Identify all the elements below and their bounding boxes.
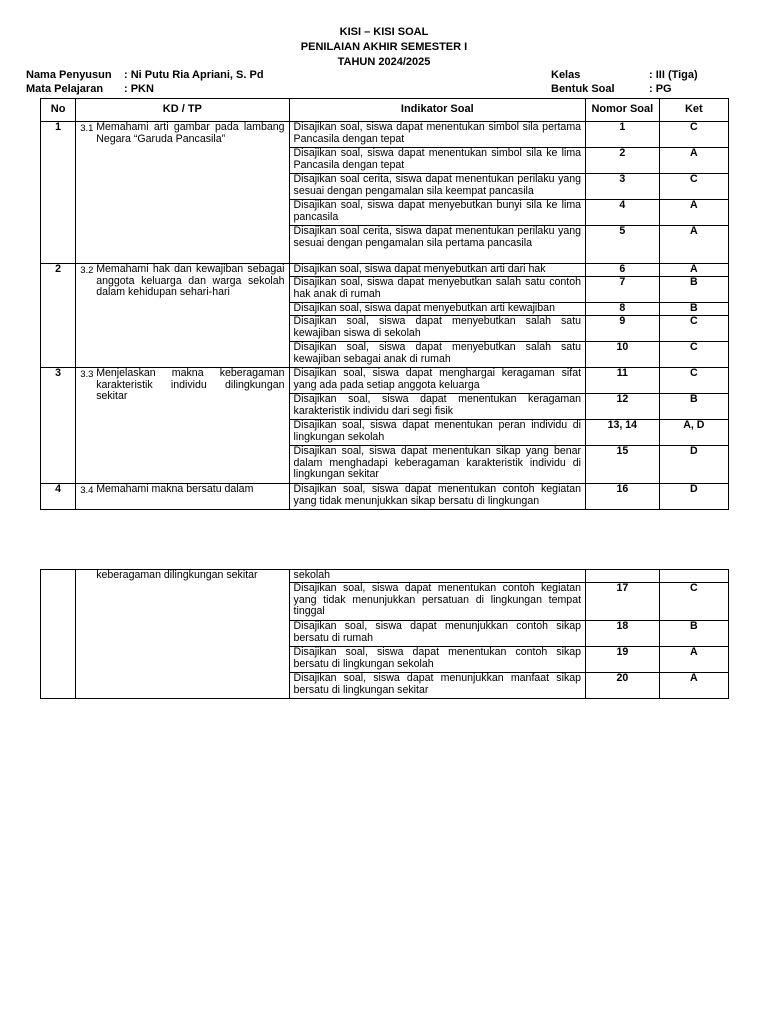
indikator-cell: Disajikan soal, siswa dapat menentukan peran individu di lingkungan sekolah <box>289 420 586 446</box>
ket-cell: A <box>659 673 728 699</box>
title-line-2: PENILAIAN AKHIR SEMESTER I <box>300 41 468 53</box>
indikator-cell: Disajikan soal cerita, siswa dapat menentukan perilaku yang sesuai dengan pengamalan sila keempat pancasila <box>289 174 586 200</box>
nomor-cell: 20 <box>586 673 660 699</box>
indikator-cell: Disajikan soal, siswa dapat menyebutkan bunyi sila ke lima pancasila <box>289 200 586 226</box>
kelas-label: Kelas <box>551 69 581 81</box>
ket-cell: B <box>659 277 728 303</box>
nomor-cell: 18 <box>586 621 660 647</box>
nama-penyusun-label: Nama Penyusun <box>26 69 112 81</box>
kd-number: 3.4 <box>80 485 94 496</box>
nama-penyusun-value: : Ni Putu Ria Apriani, S. Pd <box>124 69 264 81</box>
ket-cell: C <box>659 583 728 621</box>
kd-text: Memahami hak dan kewajiban sebagai anggota keluarga dan warga sekolah dalam kehidupan sehari-hari <box>96 263 285 298</box>
kd-cell <box>76 122 289 264</box>
kd-cell <box>76 484 289 510</box>
ket-cell: B <box>659 621 728 647</box>
no-cell: 4 <box>41 484 76 510</box>
indikator-cell: Disajikan soal, siswa dapat menentukan sikap yang benar dalam menghadapi keberagaman karakteristik individu di lingkungan sekitar <box>289 446 586 484</box>
kd-number: 3.1 <box>80 123 94 134</box>
kd-cell <box>76 368 289 484</box>
kelas-value: : III (Tiga) <box>649 69 698 81</box>
kd-number: 3.2 <box>80 265 94 276</box>
kd-cell <box>76 264 289 368</box>
nomor-cell: 15 <box>586 446 660 484</box>
indikator-cell: sekolah <box>289 570 586 583</box>
nomor-cell: 9 <box>586 316 660 342</box>
table-row <box>41 264 729 277</box>
nomor-cell: 2 <box>586 148 660 174</box>
no-cell <box>41 570 76 699</box>
indikator-cell: Disajikan soal, siswa dapat menyebutkan salah satu kewajiban sebagai anak di rumah <box>289 342 586 368</box>
indikator-cell: Disajikan soal, siswa dapat menentukan simbol sila pertama Pancasila dengan tepat <box>289 122 586 148</box>
indikator-cell: Disajikan soal, siswa dapat menyebutkan salah satu contoh hak anak di rumah <box>289 277 586 303</box>
indikator-cell: Disajikan soal, siswa dapat menunjukkan contoh sikap bersatu di rumah <box>289 621 586 647</box>
ket-cell: C <box>659 316 728 342</box>
nomor-cell: 17 <box>586 583 660 621</box>
nomor-cell: 11 <box>586 368 660 394</box>
document-title <box>0 25 768 70</box>
nomor-cell: 13, 14 <box>586 420 660 446</box>
indikator-cell: Disajikan soal, siswa dapat menentukan contoh kegiatan yang tidak menunjukkan sikap bersatu di lingkungan <box>289 484 586 510</box>
kd-number: 3.3 <box>80 369 94 380</box>
header-nomor: Nomor Soal <box>586 99 660 122</box>
ket-cell: A, D <box>659 420 728 446</box>
nomor-cell: 8 <box>586 303 660 316</box>
nomor-cell: 1 <box>586 122 660 148</box>
nomor-cell: 16 <box>586 484 660 510</box>
table-header-row <box>41 99 729 122</box>
table-row <box>41 122 729 148</box>
table-row <box>41 570 729 583</box>
header-kd: KD / TP <box>76 99 289 122</box>
no-cell: 1 <box>41 122 76 264</box>
indikator-cell: Disajikan soal, siswa dapat menentukan contoh kegiatan yang tidak menunjukkan persatuan di lingkungan tempat tinggal <box>289 583 586 621</box>
kisi-kisi-table <box>40 98 729 510</box>
no-cell: 2 <box>41 264 76 368</box>
indikator-cell: Disajikan soal cerita, siswa dapat menentukan perilaku yang sesuai dengan pengamalan sila pertama pancasila <box>289 226 586 264</box>
nomor-cell: 5 <box>586 226 660 264</box>
table-row <box>41 368 729 394</box>
header-ket: Ket <box>659 99 728 122</box>
indikator-cell: Disajikan soal, siswa dapat menentukan contoh sikap bersatu di lingkungan sekolah <box>289 647 586 673</box>
indikator-cell: Disajikan soal, siswa dapat menyebutkan arti kewajiban <box>289 303 586 316</box>
header-no: No <box>41 99 76 122</box>
mata-pelajaran-value: : PKN <box>124 83 154 95</box>
nomor-cell: 6 <box>586 264 660 277</box>
ket-cell <box>659 570 728 583</box>
ket-cell: A <box>659 226 728 264</box>
bentuk-soal-value: : PG <box>649 83 672 95</box>
ket-cell: B <box>659 394 728 420</box>
kisi-kisi-table-continued <box>40 569 729 699</box>
indikator-cell: Disajikan soal, siswa dapat menyebutkan arti dari hak <box>289 264 586 277</box>
nomor-cell: 10 <box>586 342 660 368</box>
mata-pelajaran-label: Mata Pelajaran <box>26 83 104 95</box>
ket-cell: C <box>659 342 728 368</box>
indikator-cell: Disajikan soal, siswa dapat menunjukkan manfaat sikap bersatu di lingkungan sekitar <box>289 673 586 699</box>
kd-text: Memahami arti gambar pada lambang Negara “Garuda Pancasila” <box>96 121 285 145</box>
indikator-cell: Disajikan soal, siswa dapat menentukan simbol sila ke lima Pancasila dengan tepat <box>289 148 586 174</box>
indikator-cell: Disajikan soal, siswa dapat menghargai keragaman sifat yang ada pada setiap anggota keluarga <box>289 368 586 394</box>
ket-cell: B <box>659 303 728 316</box>
ket-cell: C <box>659 174 728 200</box>
ket-cell: A <box>659 647 728 673</box>
kd-text: keberagaman dilingkungan sekitar <box>96 569 258 581</box>
nomor-cell: 12 <box>586 394 660 420</box>
ket-cell: D <box>659 484 728 510</box>
ket-cell: A <box>659 264 728 277</box>
ket-cell: C <box>659 368 728 394</box>
nomor-cell: 3 <box>586 174 660 200</box>
kd-text: Menjelaskan makna keberagaman karakteristik individu dilingkungan sekitar <box>96 367 285 402</box>
indikator-cell: Disajikan soal, siswa dapat menyebutkan salah satu kewajiban siswa di sekolah <box>289 316 586 342</box>
nomor-cell: 7 <box>586 277 660 303</box>
ket-cell: D <box>659 446 728 484</box>
nomor-cell: 4 <box>586 200 660 226</box>
title-line-1: KISI – KISI SOAL <box>339 26 429 38</box>
nomor-cell <box>586 570 660 583</box>
header-indikator: Indikator Soal <box>289 99 586 122</box>
kd-text: Memahami makna bersatu dalam <box>96 483 254 495</box>
nomor-cell: 19 <box>586 647 660 673</box>
bentuk-soal-label: Bentuk Soal <box>551 83 615 95</box>
no-cell: 3 <box>41 368 76 484</box>
table-row <box>41 484 729 510</box>
ket-cell: A <box>659 200 728 226</box>
ket-cell: C <box>659 122 728 148</box>
indikator-cell: Disajikan soal, siswa dapat menentukan keragaman karakteristik individu dari segi fisik <box>289 394 586 420</box>
title-line-3: TAHUN 2024/2025 <box>337 56 431 68</box>
ket-cell: A <box>659 148 728 174</box>
kd-cell <box>76 570 289 699</box>
